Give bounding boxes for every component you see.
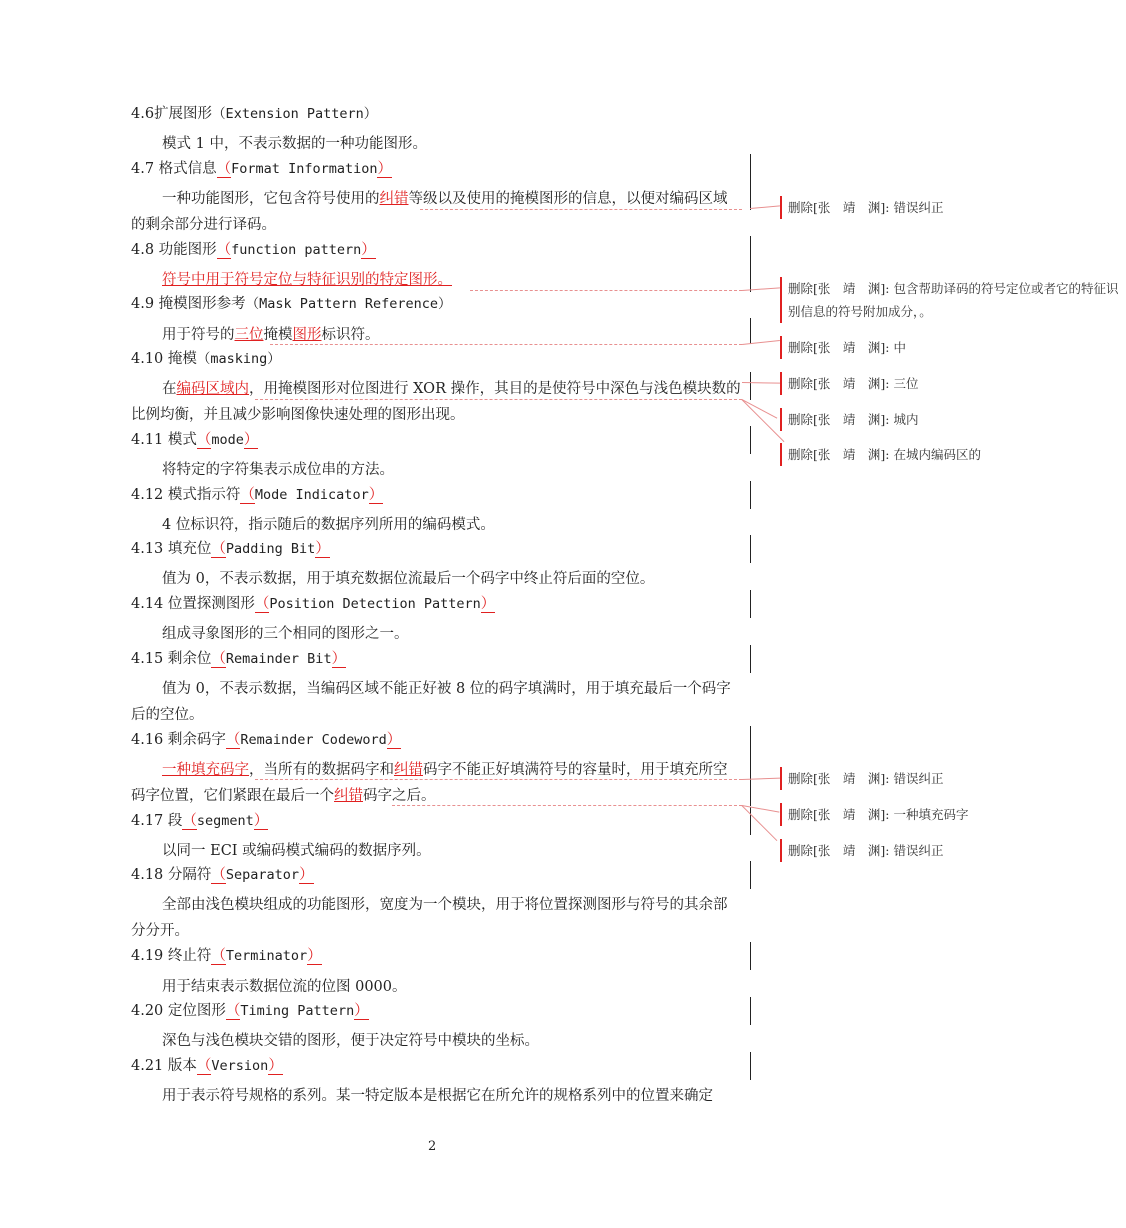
inserted-paren: ） <box>253 813 269 829</box>
change-bar <box>750 997 751 1025</box>
inserted-text: 一种填充码字 <box>162 762 249 778</box>
change-bar <box>750 154 751 210</box>
inserted-text: 图形 <box>292 327 322 343</box>
inserted-text: 纠错 <box>334 788 363 804</box>
section-title: 分隔符 <box>167 867 212 883</box>
deletion-comment[interactable]: 删除[张 靖 渊]: 错误纠正 <box>780 196 1126 219</box>
section-title-en: Separator <box>225 867 300 883</box>
inserted-paren: （ <box>254 596 270 612</box>
section-title: 模式指示符 <box>167 487 241 503</box>
body-text: 一种功能图形，它包含符号使用的 <box>162 191 380 207</box>
inserted-paren: ） <box>299 867 314 883</box>
section-body-4-7 <box>131 186 741 238</box>
deletion-comment[interactable]: 删除[张 靖 渊]: 城内 <box>780 408 1126 431</box>
change-bar <box>750 942 751 970</box>
section-title: 终止符 <box>167 948 212 964</box>
change-bar <box>750 861 751 889</box>
body-text: 码字不能正好填满符号的容量时，用于填充所空码字位置，它们紧跟在最后一个 <box>131 762 728 804</box>
change-bar <box>750 535 751 563</box>
section-title: 格式信息 <box>158 161 217 177</box>
deletion-comment[interactable]: 删除[张 靖 渊]: 三位 <box>780 372 1126 395</box>
section-body-4-16 <box>131 757 741 809</box>
section-body-4-6: 模式 1 中，不表示数据的一种功能图形。 <box>162 136 427 152</box>
inserted-paren: ） <box>315 541 330 557</box>
inserted-paren: ） <box>361 242 376 258</box>
section-number: 4.20 <box>131 1003 164 1019</box>
body-text: ，当所有的数据码字和 <box>249 762 394 778</box>
comment-leader-line <box>750 205 780 209</box>
change-bar <box>750 807 751 835</box>
section-title-en: Format Information <box>231 161 378 177</box>
section-number: 4.11 <box>131 432 164 448</box>
section-title: 掩模图形参考 <box>158 296 246 312</box>
section-number: 4.10 <box>131 351 164 367</box>
section-heading-4-8 <box>131 240 376 260</box>
change-bar <box>750 372 751 400</box>
section-title-en: Mode Indicator <box>254 487 369 503</box>
inserted-paren: ） <box>354 1003 369 1019</box>
section-title-en: （masking） <box>196 351 281 367</box>
section-number: 4.16 <box>131 732 164 748</box>
section-title: 位置探测图形 <box>167 596 255 612</box>
inserted-text: 符号中用于符号定位与特征识别的特定图形。 <box>162 272 452 288</box>
inserted-paren: （ <box>216 161 232 177</box>
section-title: 模式 <box>167 432 197 448</box>
section-title-en: Terminator <box>225 948 308 964</box>
section-heading-4-13 <box>131 539 330 559</box>
section-number: 4.8 <box>131 242 155 258</box>
section-heading-4-6 <box>131 104 377 124</box>
section-body-4-21: 用于表示符号规格的系列。某一特定版本是根据它在所允许的规格系列中的位置来确定 <box>162 1088 713 1104</box>
section-title-en: （Extension Pattern） <box>212 106 378 122</box>
section-body-4-19: 用于结束表示数据位流的位图 0000。 <box>162 979 407 995</box>
section-number: 4.19 <box>131 948 164 964</box>
body-text: 等级以及使用的掩模图形的信息，以便对编码区域的剩余部分进行译码。 <box>131 191 728 233</box>
inserted-paren: （ <box>211 651 226 667</box>
inserted-paren: ） <box>268 1058 283 1074</box>
section-body-4-17: 以同一 ECI 或编码模式编码的数据序列。 <box>162 843 431 859</box>
change-bar <box>750 590 751 618</box>
section-heading-4-10 <box>131 349 281 369</box>
section-title-en: function pattern <box>231 242 362 258</box>
section-heading-4-17 <box>131 811 268 831</box>
section-title-en: Position Detection Pattern <box>269 596 481 612</box>
change-bar <box>750 318 751 344</box>
section-body-4-11: 将特定的字符集表示成位串的方法。 <box>162 462 394 478</box>
change-bar <box>750 481 751 509</box>
inserted-paren: （ <box>211 541 226 557</box>
section-body-4-15: 值为 0，不表示数据，当编码区域不能正好被 8 位的码字填满时，用于填充最后一个码字后的空位。 <box>131 681 731 723</box>
change-bar <box>750 726 751 806</box>
section-number: 4.9 <box>131 296 155 312</box>
comment-leader-line <box>742 382 780 384</box>
section-title: 扩展图形 <box>154 106 213 122</box>
section-number: 4.12 <box>131 487 164 503</box>
inserted-paren: （ <box>211 867 226 883</box>
comment-leader-line <box>741 399 784 442</box>
comment-leader-line <box>742 287 780 291</box>
section-heading-4-12 <box>131 485 383 505</box>
revision-guide-line <box>255 779 742 780</box>
deletion-comment[interactable]: 删除[张 靖 渊]: 一种填充码字 <box>780 803 1126 826</box>
body-text: ，用掩模图形对位图进行 XOR 操作，其目的是使符号中深色与浅色模块数的比例均衡，并且减少影响图像快速处理的图形出现。 <box>131 381 741 423</box>
section-heading-4-15 <box>131 649 346 669</box>
inserted-paren: （ <box>196 432 212 448</box>
inserted-text: 编码区域内 <box>176 381 249 397</box>
section-title-en: Timing Pattern <box>240 1003 355 1019</box>
inserted-paren: （ <box>225 732 241 748</box>
body-text: 在 <box>162 381 177 397</box>
inserted-paren: （ <box>240 487 255 503</box>
revision-guide-line <box>392 805 742 806</box>
section-heading-4-11 <box>131 430 258 450</box>
revision-guide-line <box>270 344 742 345</box>
section-number: 4.15 <box>131 651 164 667</box>
comment-leader-line <box>742 340 780 345</box>
inserted-text: 纠错 <box>379 191 409 207</box>
inserted-paren: ） <box>480 596 496 612</box>
deletion-comment[interactable]: 删除[张 靖 渊]: 错误纠正 <box>780 767 1126 790</box>
deletion-comment[interactable]: 删除[张 靖 渊]: 在城内编码区的 <box>780 443 1126 466</box>
section-body-4-10 <box>131 376 741 428</box>
change-bar <box>750 236 751 292</box>
section-title: 剩余码字 <box>167 732 226 748</box>
change-bar <box>750 645 751 673</box>
inserted-text: 纠错 <box>394 762 423 778</box>
section-title: 版本 <box>167 1058 197 1074</box>
section-title: 掩模 <box>167 351 197 367</box>
revision-guide-line <box>470 290 742 291</box>
section-title-en: Remainder Codeword <box>240 732 387 748</box>
body-text: 掩模 <box>263 327 293 343</box>
section-number: 4.14 <box>131 596 164 612</box>
change-bar <box>750 426 751 454</box>
section-title: 功能图形 <box>158 242 217 258</box>
section-title: 定位图形 <box>167 1003 226 1019</box>
section-number: 4.6 <box>131 106 155 122</box>
section-heading-4-9 <box>131 294 451 314</box>
section-heading-4-7 <box>131 159 392 179</box>
inserted-paren: ） <box>368 487 384 503</box>
section-body-4-14: 组成寻象图形的三个相同的图形之一。 <box>162 626 409 642</box>
section-body-4-13: 值为 0，不表示数据，用于填充数据位流最后一个码字中终止符后面的空位。 <box>162 571 655 587</box>
section-heading-4-19 <box>131 946 322 966</box>
inserted-paren: ） <box>377 161 392 177</box>
inserted-paren: ） <box>386 732 402 748</box>
body-text: 码字之后。 <box>363 788 436 804</box>
section-title: 填充位 <box>167 541 212 557</box>
change-bar <box>750 1052 751 1080</box>
section-title-en: （Mask Pattern Reference） <box>245 296 452 312</box>
inserted-paren: ） <box>331 651 347 667</box>
page-number: 2 <box>428 1139 437 1154</box>
section-title-en: Padding Bit <box>225 541 316 557</box>
section-heading-4-16 <box>131 730 401 750</box>
deletion-comment[interactable]: 删除[张 靖 渊]: 包含帮助译码的符号定位或者它的特征识别信息的符号附加成分，。 <box>780 277 1126 323</box>
section-title-en: Version <box>211 1058 269 1074</box>
inserted-paren: （ <box>216 242 232 258</box>
section-title-en: segment <box>196 813 254 829</box>
comment-leader-line <box>742 778 780 780</box>
body-text: 标识符。 <box>321 327 380 343</box>
inserted-paren: （ <box>211 948 226 964</box>
section-body-4-18: 全部由浅色模块组成的功能图形，宽度为一个模块，用于将位置探测图形与符号的其余部分分开。 <box>131 897 728 939</box>
section-heading-4-20 <box>131 1001 369 1021</box>
section-title: 段 <box>167 813 183 829</box>
section-heading-4-21 <box>131 1056 283 1076</box>
deletion-comment[interactable]: 删除[张 靖 渊]: 中 <box>780 336 1126 359</box>
section-body-4-12: 4 位标识符，指示随后的数据序列所用的编码模式。 <box>162 517 495 533</box>
revision-guide-line <box>420 209 742 210</box>
section-number: 4.17 <box>131 813 164 829</box>
inserted-paren: （ <box>196 1058 212 1074</box>
deletion-comment[interactable]: 删除[张 靖 渊]: 错误纠正 <box>780 839 1126 862</box>
section-heading-4-18 <box>131 865 314 885</box>
inserted-text: 三位 <box>234 327 264 343</box>
section-heading-4-14 <box>131 594 495 614</box>
section-title: 剩余位 <box>167 651 212 667</box>
body-text: 用于符号的 <box>162 327 235 343</box>
section-body-4-20: 深色与浅色模块交错的图形，便于决定符号中模块的坐标。 <box>162 1033 539 1049</box>
section-number: 4.13 <box>131 541 164 557</box>
section-number: 4.21 <box>131 1058 164 1074</box>
section-number: 4.7 <box>131 161 155 177</box>
revision-guide-line <box>255 399 742 400</box>
section-title-en: Remainder Bit <box>225 651 332 667</box>
inserted-paren: ） <box>307 948 322 964</box>
inserted-paren: ） <box>243 432 259 448</box>
inserted-paren: （ <box>225 1003 241 1019</box>
section-title-en: mode <box>211 432 244 448</box>
inserted-paren: （ <box>182 813 197 829</box>
section-number: 4.18 <box>131 867 164 883</box>
